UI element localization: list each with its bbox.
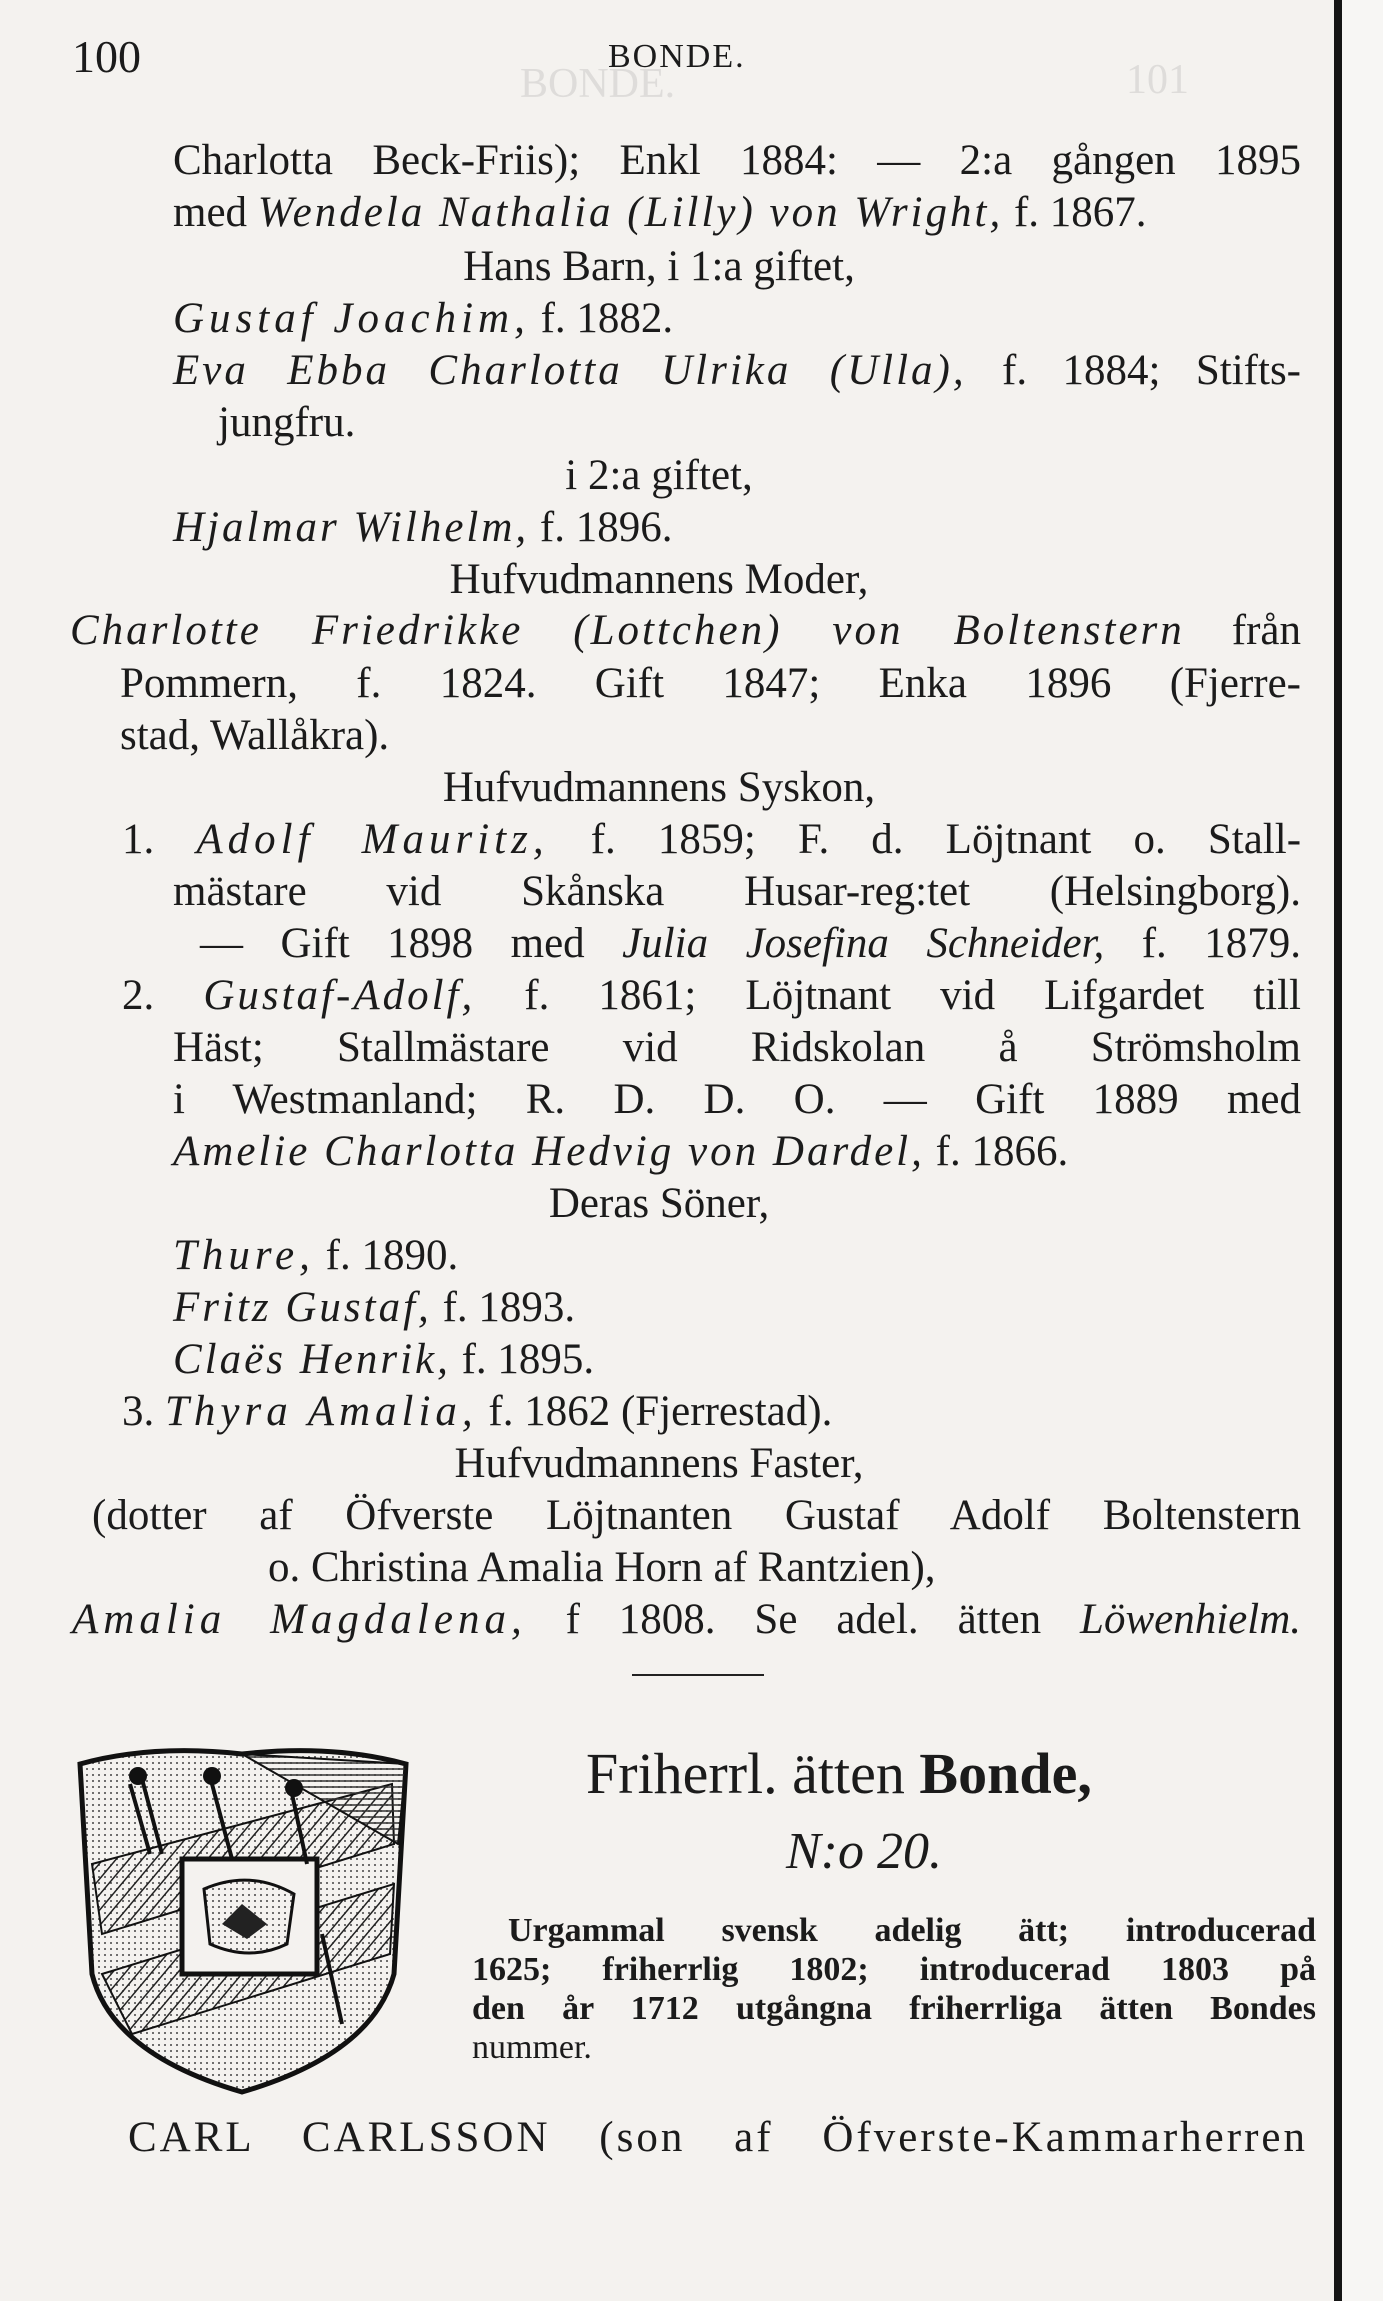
line-carl-carlsson: CARL CARLSSON (son af Öfverste-Kammarherren (128, 2114, 1308, 2161)
line-10-b: från (1231, 607, 1301, 654)
line-14-name: Adolf Mauritz, (196, 816, 549, 863)
bleed-through-page: 101 (1126, 57, 1189, 103)
line-23-b: f. 1893. (442, 1284, 576, 1331)
section-desc-3: den år 1712 utgångna friherrliga ätten Bondes (472, 1990, 1316, 2027)
line-5 (173, 347, 1301, 395)
line-8-b: f. 1896. (539, 504, 673, 551)
line-29 (72, 1596, 1301, 1644)
section-desc-1: Urgammal svensk adelig ätt; introducerad (508, 1912, 1316, 1949)
line-18: Häst; Stallmästare vid Ridskolan å Strömsholm (173, 1024, 1301, 1071)
line-5-name: Eva Ebba Charlotta Ulrika (Ulla), (173, 347, 967, 394)
line-12: stad, Wallåkra). (120, 712, 390, 759)
line-17-name: Gustaf-Adolf, (203, 972, 476, 1019)
line-25-num: 3. (122, 1388, 155, 1435)
line-24 (173, 1336, 594, 1384)
line-27: (dotter af Öfverste Löjtnanten Gustaf Adolf Boltenstern (92, 1492, 1301, 1539)
line-2-c: f. 1867. (1013, 189, 1147, 236)
line-16-c: f. 1879. (1141, 920, 1302, 967)
page-number: 100 (72, 31, 141, 82)
line-25 (122, 1388, 832, 1436)
line-14 (122, 816, 1301, 864)
line-29-name: Amalia Magdalena, (72, 1596, 527, 1643)
line-28: o. Christina Amalia Horn af Rantzien), (268, 1544, 936, 1591)
line-4-name: Gustaf Joachim, (173, 295, 530, 342)
line-6: jungfru. (218, 399, 356, 446)
line-2-name: Wendela Nathalia (Lilly) von Wright, (257, 189, 1004, 236)
line-1: Charlotta Beck-Friis); Enkl 1884: — 2:a gången 1895 (173, 137, 1301, 184)
line-8-name: Hjalmar Wilhelm, (173, 504, 530, 551)
line-10-name: Charlotte Friedrikke (Lottchen) von Boltenstern (70, 607, 1185, 654)
line-24-name: Claës Henrik, (173, 1336, 451, 1383)
line-17-num: 2. (122, 972, 155, 1019)
section-desc-4: nummer. (472, 2029, 592, 2066)
line-7: i 2:a giftet, (565, 452, 753, 499)
running-head: BONDE. (608, 38, 746, 75)
line-29-ref: Löwenhielm. (1080, 1596, 1301, 1643)
section-desc-2: 1625; friherrlig 1802; introducerad 1803 på (472, 1951, 1316, 1988)
line-16 (200, 920, 1301, 968)
line-23 (173, 1284, 575, 1332)
line-26: Hufvudmannens Faster, (454, 1440, 864, 1487)
line-15: mästare vid Skånska Husar-reg:tet (Helsingborg). (173, 868, 1301, 915)
line-25-name: Thyra Amalia, (165, 1388, 478, 1435)
line-3: Hans Barn, i 1:a giftet, (463, 243, 855, 290)
line-16-a: — Gift 1898 med (200, 920, 585, 967)
section-number: N:o 20. (786, 1823, 942, 1880)
line-22-b: f. 1890. (325, 1232, 459, 1279)
facing-page-strip (1342, 0, 1383, 2301)
section-title-prefix: Friherrl. ätten (586, 1741, 905, 1806)
line-5-b: f. 1884; Stifts- (1002, 347, 1301, 394)
bleed-through-head: BONDE. (520, 61, 676, 107)
line-20-name: Amelie Charlotta Hedvig von Dardel, (173, 1128, 925, 1175)
line-22 (173, 1232, 458, 1280)
section-divider (632, 1674, 764, 1676)
line-19: i Westmanland; R. D. D. O. — Gift 1889 med (173, 1076, 1301, 1123)
line-20 (173, 1128, 1068, 1176)
line-29-b: f 1808. Se adel. ätten (565, 1596, 1042, 1643)
line-14-num: 1. (122, 816, 155, 863)
section-title (586, 1740, 1092, 1807)
line-16-name: Julia Josefina Schneider, (622, 920, 1105, 967)
line-4-b: f. 1882. (540, 295, 674, 342)
line-23-name: Fritz Gustaf, (173, 1284, 432, 1331)
line-9: Hufvudmannens Moder, (449, 556, 869, 603)
page-edge (1334, 0, 1342, 2301)
line-17 (122, 972, 1301, 1020)
line-21: Deras Söner, (548, 1180, 770, 1227)
line-25-c: f. 1862 (Fjerrestad). (488, 1388, 833, 1435)
section-title-name: Bonde, (919, 1741, 1092, 1806)
line-10 (70, 607, 1301, 655)
line-22-name: Thure, (173, 1232, 315, 1279)
line-17-c: f. 1861; Löjtnant vid Lifgardet till (524, 972, 1301, 1019)
line-8 (173, 504, 673, 552)
line-11: Pommern, f. 1824. Gift 1847; Enka 1896 (Fjerre- (120, 660, 1301, 707)
line-14-c: f. 1859; F. d. Löjtnant o. Stall- (590, 816, 1302, 863)
line-2-a: med (173, 189, 248, 236)
coat-of-arms-icon (72, 1724, 414, 2096)
line-20-b: f. 1866. (935, 1128, 1069, 1175)
line-2 (173, 189, 1301, 237)
line-24-b: f. 1895. (461, 1336, 595, 1383)
line-4 (173, 295, 673, 343)
line-13: Hufvudmannens Syskon, (442, 764, 876, 811)
